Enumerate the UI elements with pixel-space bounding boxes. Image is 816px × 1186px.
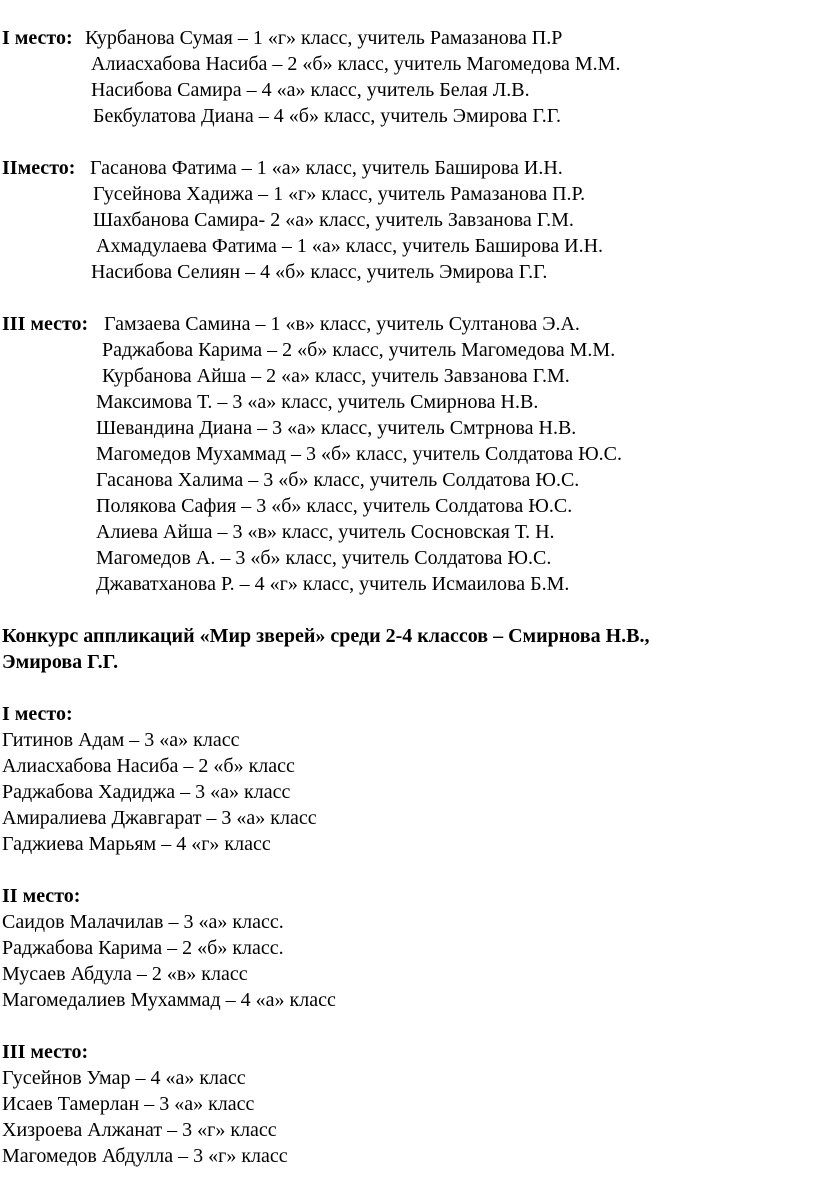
list-item: Гасанова Фатима – 1 «а» класс, учитель Баширова И.Н.: [90, 157, 563, 179]
place-1-label: I место:: [2, 27, 73, 49]
list-item: Ахмадулаева Фатима – 1 «а» класс, учитель Баширова И.Н.: [96, 235, 604, 257]
list-item: Магомедов Мухаммад – 3 «б» класс, учитель Солдатова Ю.С.: [96, 443, 623, 465]
place-3-label: III место:: [2, 313, 89, 335]
list-item: Гасанова Халима – 3 «б» класс, учитель Солдатова Ю.С.: [96, 469, 580, 491]
list-item: Раджабова Хадиджа – 3 «а» класс: [2, 781, 291, 803]
list-item: Гусейнова Хадижа – 1 «г» класс, учитель Рамазанова П.Р.: [93, 183, 586, 205]
list-item: Алиева Айша – 3 «в» класс, учитель Сосновская Т. Н.: [96, 521, 555, 543]
list-item: Алиасхабова Насиба – 2 «б» класс: [2, 755, 295, 777]
list-item: Алиасхабова Насиба – 2 «б» класс, учитель Магомедова М.М.: [91, 53, 621, 75]
contest-heading-continued: Эмирова Г.Г.: [2, 651, 119, 673]
list-item: Раджабова Карима – 2 «б» класс.: [2, 937, 284, 959]
list-item: Насибова Самира – 4 «а» класс, учитель Белая Л.В.: [91, 79, 530, 101]
list-item: Гамзаева Самина – 1 «в» класс, учитель Султанова Э.А.: [104, 313, 580, 335]
list-item: Магомедов А. – 3 «б» класс, учитель Солдатова Ю.С.: [96, 547, 552, 569]
contest-place-2-label: II место:: [2, 885, 81, 907]
contest-place-1-label: I место:: [2, 703, 73, 725]
place-2-label: IIместо:: [2, 157, 76, 179]
list-item: Курбанова Сумая – 1 «г» класс, учитель Рамазанова П.Р: [85, 27, 563, 49]
list-item: Амиралиева Джавгарат – 3 «а» класс: [2, 807, 317, 829]
list-item: Полякова Сафия – 3 «б» класс, учитель Солдатова Ю.С.: [96, 495, 573, 517]
list-item: Джаватханова Р. – 4 «г» класс, учитель Исмаилова Б.М.: [96, 573, 570, 595]
list-item: Магомедалиев Мухаммад – 4 «а» класс: [2, 989, 336, 1011]
list-item: Шевандина Диана – 3 «а» класс, учитель Смтрнова Н.В.: [96, 417, 577, 439]
list-item: Гаджиева Марьям – 4 «г» класс: [2, 833, 271, 855]
list-item: Бекбулатова Диана – 4 «б» класс, учитель Эмирова Г.Г.: [93, 105, 562, 127]
list-item: Максимова Т. – 3 «а» класс, учитель Смирнова Н.В.: [96, 391, 539, 413]
list-item: Курбанова Айша – 2 «а» класс, учитель Завзанова Г.М.: [102, 365, 570, 387]
list-item: Магомедов Абдулла – 3 «г» класс: [2, 1145, 288, 1167]
list-item: Хизроева Алжанат – 3 «г» класс: [2, 1119, 277, 1141]
list-item: Гусейнов Умар – 4 «а» класс: [2, 1067, 246, 1089]
contest-place-3-label: III место:: [2, 1041, 89, 1063]
list-item: Мусаев Абдула – 2 «в» класс: [2, 963, 248, 985]
list-item: Насибова Селиян – 4 «б» класс, учитель Эмирова Г.Г.: [91, 261, 548, 283]
contest-heading: Конкурс аппликаций «Мир зверей» среди 2-4 классов – Смирнова Н.В.,: [2, 625, 650, 647]
list-item: Гитинов Адам – 3 «а» класс: [2, 729, 240, 751]
list-item: Саидов Малачилав – 3 «а» класс.: [2, 911, 284, 933]
list-item: Шахбанова Самира- 2 «а» класс, учитель Завзанова Г.М.: [93, 209, 574, 231]
list-item: Раджабова Карима – 2 «б» класс, учитель Магомедова М.М.: [102, 339, 616, 361]
list-item: Исаев Тамерлан – 3 «а» класс: [2, 1093, 255, 1115]
